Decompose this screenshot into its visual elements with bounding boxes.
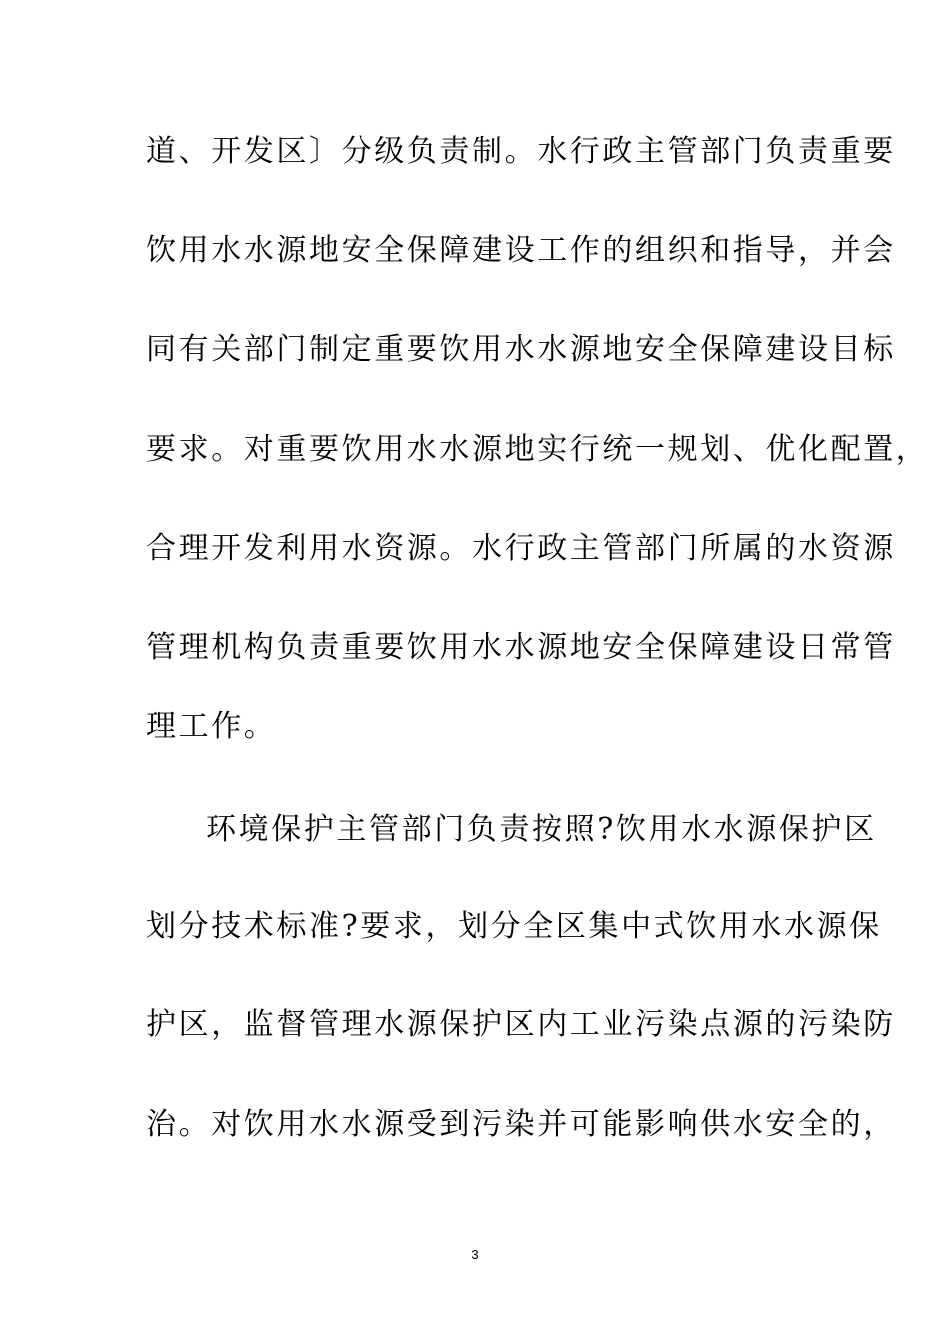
text-line: 管理机构负责重要饮用水水源地安全保障建设日常管	[146, 630, 896, 665]
text-line: 治。对饮用水水源受到污染并可能影响供水安全的，	[146, 1107, 896, 1142]
text-line: 理工作。	[146, 709, 277, 744]
text-line: 要求。对重要饮用水水源地实行统一规划、优化配置，	[146, 432, 929, 467]
text-line: 合理开发利用水资源。水行政主管部门所属的水资源	[146, 531, 896, 566]
page-number: 3	[471, 1247, 479, 1262]
text-line: 划分技术标准?要求，划分全区集中式饮用水水源保	[146, 909, 882, 944]
text-line: 护区，监督管理水源保护区内工业污染点源的污染防	[146, 1007, 896, 1042]
text-line: 道、开发区〕分级负责制。水行政主管部门负责重要	[146, 134, 896, 169]
paragraph-first-line: 环境保护主管部门负责按照?饮用水水源保护区	[206, 812, 877, 847]
text-line: 饮用水水源地安全保障建设工作的组织和指导，并会	[146, 233, 896, 268]
text-line: 同有关部门制定重要饮用水水源地安全保障建设目标	[146, 332, 896, 367]
